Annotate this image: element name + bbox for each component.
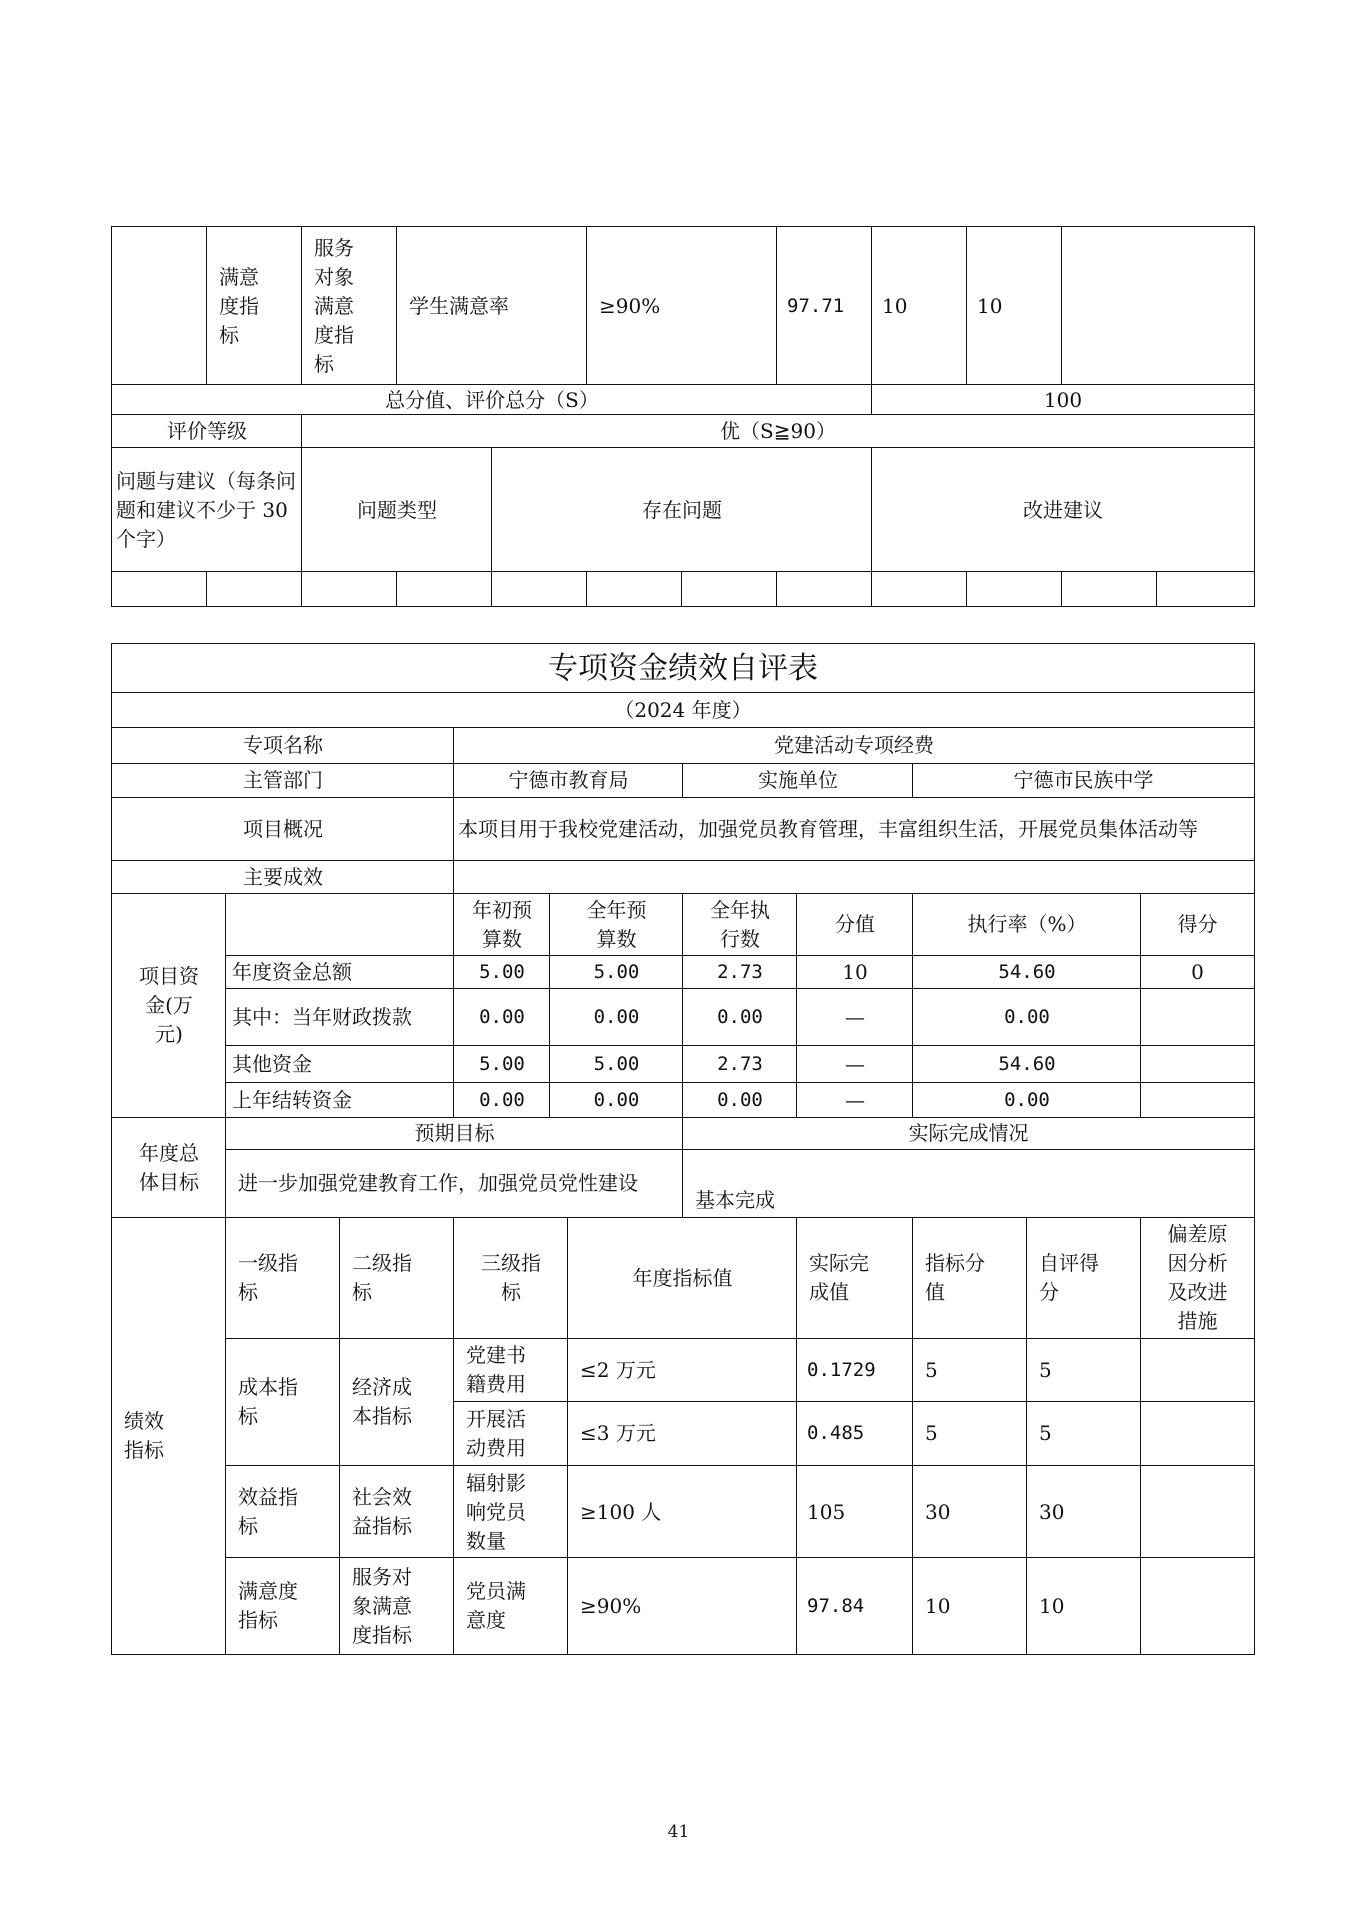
empty-cell <box>681 571 778 607</box>
total-label: 总分值、评价总分（S） <box>111 384 873 416</box>
perf-level2-benefit: 社会效益指标 <box>339 1465 455 1559</box>
perf-level3: 开展活动费用 <box>453 1401 569 1466</box>
perf-score: 5 <box>1026 1401 1142 1466</box>
perf-actual: 105 <box>796 1465 914 1559</box>
total-value: 100 <box>871 384 1255 416</box>
perf-weight: 30 <box>912 1465 1028 1559</box>
empty-cell <box>586 571 683 607</box>
perf-remark <box>1140 1401 1255 1466</box>
results-label: 主要成效 <box>111 860 455 894</box>
fund-initial: 5.00 <box>453 1045 551 1083</box>
perf-header-actual: 实际完成值 <box>796 1217 914 1339</box>
funds-header-rate: 执行率（%） <box>912 893 1142 956</box>
score-cell: 10 <box>966 226 1063 386</box>
funds-header-annual: 全年预算数 <box>549 893 684 956</box>
fund-executed: 2.73 <box>682 1045 798 1083</box>
funds-header-executed: 全年执行数 <box>682 893 798 956</box>
funds-header-score: 得分 <box>1140 893 1255 956</box>
empty-cell <box>1061 571 1158 607</box>
impl-unit: 宁德市民族中学 <box>912 763 1255 798</box>
funds-header-initial: 年初预算数 <box>453 893 551 956</box>
perf-target: ≤3 万元 <box>567 1401 798 1466</box>
indicator-cell: 学生满意率 <box>396 226 588 386</box>
perf-remark <box>1140 1557 1255 1655</box>
form-title: 专项资金绩效自评表 <box>111 643 1255 694</box>
perf-header-target: 年度指标值 <box>567 1217 798 1339</box>
fund-annual: 5.00 <box>549 1045 684 1083</box>
fund-label: 其他资金 <box>225 1045 455 1083</box>
fund-annual: 5.00 <box>549 955 684 989</box>
perf-level2-cost: 经济成本指标 <box>339 1338 455 1466</box>
empty-cell <box>396 571 493 607</box>
perf-header-level3: 三级指标 <box>453 1217 569 1339</box>
fund-annual: 0.00 <box>549 988 684 1046</box>
fund-score <box>1140 1045 1255 1083</box>
empty-cell <box>871 571 968 607</box>
fund-label: 上年结转资金 <box>225 1082 455 1118</box>
level1-cell <box>111 226 208 386</box>
fund-rate: 54.60 <box>912 955 1142 989</box>
dept-value: 宁德市教育局 <box>453 763 684 798</box>
perf-level1-satisfaction: 满意度指标 <box>225 1557 341 1655</box>
fund-rate: 0.00 <box>912 1082 1142 1118</box>
fund-rate: 54.60 <box>912 1045 1142 1083</box>
actual-goal-text: 基本完成 <box>682 1149 1255 1218</box>
fund-initial: 0.00 <box>453 988 551 1046</box>
actual-cell: 97.71 <box>776 226 873 386</box>
goals-section-label: 年度总体目标 <box>111 1117 227 1218</box>
empty-cell <box>966 571 1063 607</box>
level3-cell: 服务对象满意度指标 <box>301 226 398 386</box>
perf-weight: 5 <box>912 1401 1028 1466</box>
empty-cell <box>206 571 303 607</box>
expected-goal-header: 预期目标 <box>225 1117 684 1150</box>
perf-level2-satisfaction: 服务对象满意度指标 <box>339 1557 455 1655</box>
empty-cell <box>776 571 873 607</box>
fund-weight: 10 <box>796 955 914 989</box>
fund-annual: 0.00 <box>549 1082 684 1118</box>
impl-label: 实施单位 <box>682 763 914 798</box>
empty-cell <box>1156 571 1255 607</box>
overview-text: 本项目用于我校党建活动，加强党员教育管理，丰富组织生活，开展党员集体活动等 <box>453 797 1255 861</box>
perf-header-weight: 指标分值 <box>912 1217 1028 1339</box>
fund-initial: 0.00 <box>453 1082 551 1118</box>
expected-goal-text: 进一步加强党建教育工作，加强党员党性建设 <box>225 1149 684 1218</box>
form-year: （2024 年度） <box>111 692 1255 728</box>
fund-rate: 0.00 <box>912 988 1142 1046</box>
perf-header-remark: 偏差原因分析及改进措施 <box>1140 1217 1255 1339</box>
project-name: 党建活动专项经费 <box>453 727 1255 764</box>
grade-value: 优（S≧90） <box>301 414 1255 449</box>
empty-cell <box>111 571 208 607</box>
perf-header-level1: 一级指标 <box>225 1217 341 1339</box>
perf-actual: 97.84 <box>796 1557 914 1655</box>
fund-label: 其中：当年财政拨款 <box>225 988 455 1046</box>
actual-goal-header: 实际完成情况 <box>682 1117 1255 1150</box>
improvement-header: 改进建议 <box>871 447 1255 573</box>
funds-header-blank <box>225 893 455 956</box>
perf-level3: 党员满意度 <box>453 1557 569 1655</box>
perf-remark <box>1140 1465 1255 1559</box>
funds-section-label: 项目资金(万元) <box>111 893 227 1118</box>
perf-remark <box>1140 1338 1255 1402</box>
perf-score: 5 <box>1026 1338 1142 1402</box>
existing-problem-header: 存在问题 <box>491 447 873 573</box>
fund-score <box>1140 988 1255 1046</box>
perf-target: ≥90% <box>567 1557 798 1655</box>
project-name-label: 专项名称 <box>111 727 455 764</box>
perf-level3: 辐射影响党员数量 <box>453 1465 569 1559</box>
fund-weight: — <box>796 1082 914 1118</box>
perf-target: ≤2 万元 <box>567 1338 798 1402</box>
weight-cell: 10 <box>871 226 968 386</box>
fund-executed: 0.00 <box>682 1082 798 1118</box>
empty-cell <box>491 571 588 607</box>
funds-header-weight: 分值 <box>796 893 914 956</box>
fund-weight: — <box>796 1045 914 1083</box>
perf-header-score: 自评得分 <box>1026 1217 1142 1339</box>
perf-score: 30 <box>1026 1465 1142 1559</box>
perf-weight: 5 <box>912 1338 1028 1402</box>
page-number: 41 <box>667 1822 690 1842</box>
fund-label: 年度资金总额 <box>225 955 455 989</box>
performance-section-label: 绩效指标 <box>111 1217 227 1655</box>
grade-label: 评价等级 <box>111 414 303 449</box>
problems-label: 问题与建议（每条问题和建议不少于 30 个字） <box>111 447 303 573</box>
fund-initial: 5.00 <box>453 955 551 989</box>
level2-cell: 满意度指标 <box>206 226 303 386</box>
empty-cell <box>301 571 398 607</box>
fund-score <box>1140 1082 1255 1118</box>
remark-cell <box>1061 226 1255 386</box>
results-text <box>453 860 1255 894</box>
fund-executed: 0.00 <box>682 988 798 1046</box>
perf-target: ≥100 人 <box>567 1465 798 1559</box>
perf-level3: 党建书籍费用 <box>453 1338 569 1402</box>
fund-executed: 2.73 <box>682 955 798 989</box>
perf-weight: 10 <box>912 1557 1028 1655</box>
problem-type-header: 问题类型 <box>301 447 493 573</box>
fund-score: 0 <box>1140 955 1255 989</box>
perf-level1-benefit: 效益指标 <box>225 1465 341 1559</box>
overview-label: 项目概况 <box>111 797 455 861</box>
perf-level1-cost: 成本指标 <box>225 1338 341 1466</box>
fund-weight: — <box>796 988 914 1046</box>
perf-actual: 0.485 <box>796 1401 914 1466</box>
perf-actual: 0.1729 <box>796 1338 914 1402</box>
perf-score: 10 <box>1026 1557 1142 1655</box>
dept-label: 主管部门 <box>111 763 455 798</box>
perf-header-level2: 二级指标 <box>339 1217 455 1339</box>
target-cell: ≥90% <box>586 226 778 386</box>
